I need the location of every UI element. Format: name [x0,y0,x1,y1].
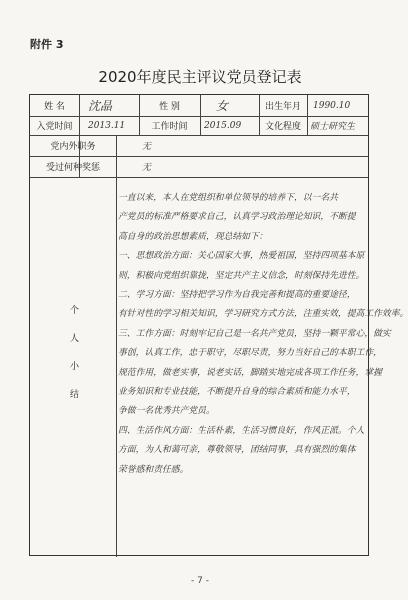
summary-side-char: 人 [70,334,80,344]
duties-label: 党内外职务 [50,142,96,152]
awards-value: 无 [142,163,152,173]
education-label: 文化程度 [264,122,301,132]
join-party-label: 入党时间 [36,122,73,132]
personal-summary [118,189,408,480]
page-title: 2020年度民主评议党员登记表 [98,68,302,86]
registration-table [29,94,408,556]
join-party-value: 2013.11 [88,120,126,131]
summary-line: 一直以来，本人在党组织和单位领导的培养下，以一名共 [118,193,338,203]
col-divider [116,135,117,557]
birth-value: 1990.10 [313,100,351,111]
summary-line: 方面，为人和蔼可亲，尊敬领导，团结同事，具有强烈的集体 [118,445,356,456]
summary-line: 事创，认真工作，忠于职守，尽职尽责，努力当好自己的本职工作， [118,348,382,359]
row-divider [30,177,368,178]
summary-line: 一、思想政治方面：关心国家大事，热爱祖国，坚持四项基本原 [118,251,365,262]
summary-line: 二、学习方面：坚持把学习作为自我完善和提高的重要途径， [118,290,356,301]
work-start-value: 2015.09 [204,120,242,131]
summary-line: 荣誉感和责任感。 [118,464,189,475]
attachment-label: 附件 3 [30,38,64,51]
summary-line: 高自身的政治思想素质，现总结如下： [118,231,268,242]
page-number: - 7 - [191,576,209,586]
birth-label: 出生年月 [264,102,301,112]
summary-line: 业务知识和专业技能，不断提升自身的综合素质和能力水平， [118,387,356,398]
name-label: 姓 名 [44,102,65,112]
duties-value: 无 [142,142,152,152]
summary-side-char: 小 [70,362,80,372]
col-divider [307,95,308,135]
gender-value: 女 [216,99,229,113]
summary-line: 四、生活作风方面：生活朴素，生活习惯良好，作风正派。个人 [118,425,365,436]
education-value: 硕士研究生 [310,122,356,132]
name-value: 沈晶 [88,99,113,113]
summary-line: 有针对性的学习相关知识，学习研究方式方法，注重实效，提高工作效率。 [118,309,408,320]
gender-label: 性 别 [159,102,180,112]
summary-side-char: 个 [70,306,80,316]
summary-line: 则，积极向党组织靠拢，坚定共产主义信念，时刻保持先进性。 [118,270,365,281]
col-divider [200,95,201,135]
summary-line: 争做一名优秀共产党员。 [118,406,215,417]
summary-line: 三、工作方面：时刻牢记自己是一名共产党员，坚持一颗平常心，做实 [118,328,391,339]
summary-line: 规范作用，做老实事，说老实话，脚踏实地完成各项工作任务，掌握 [118,367,382,378]
summary-line: 产党员的标准严格要求自己，认真学习政治理论知识，不断提 [118,212,356,223]
summary-side-char: 结 [70,390,80,400]
awards-label: 受过何种奖惩 [45,163,100,173]
work-start-label: 工作时间 [151,122,188,132]
